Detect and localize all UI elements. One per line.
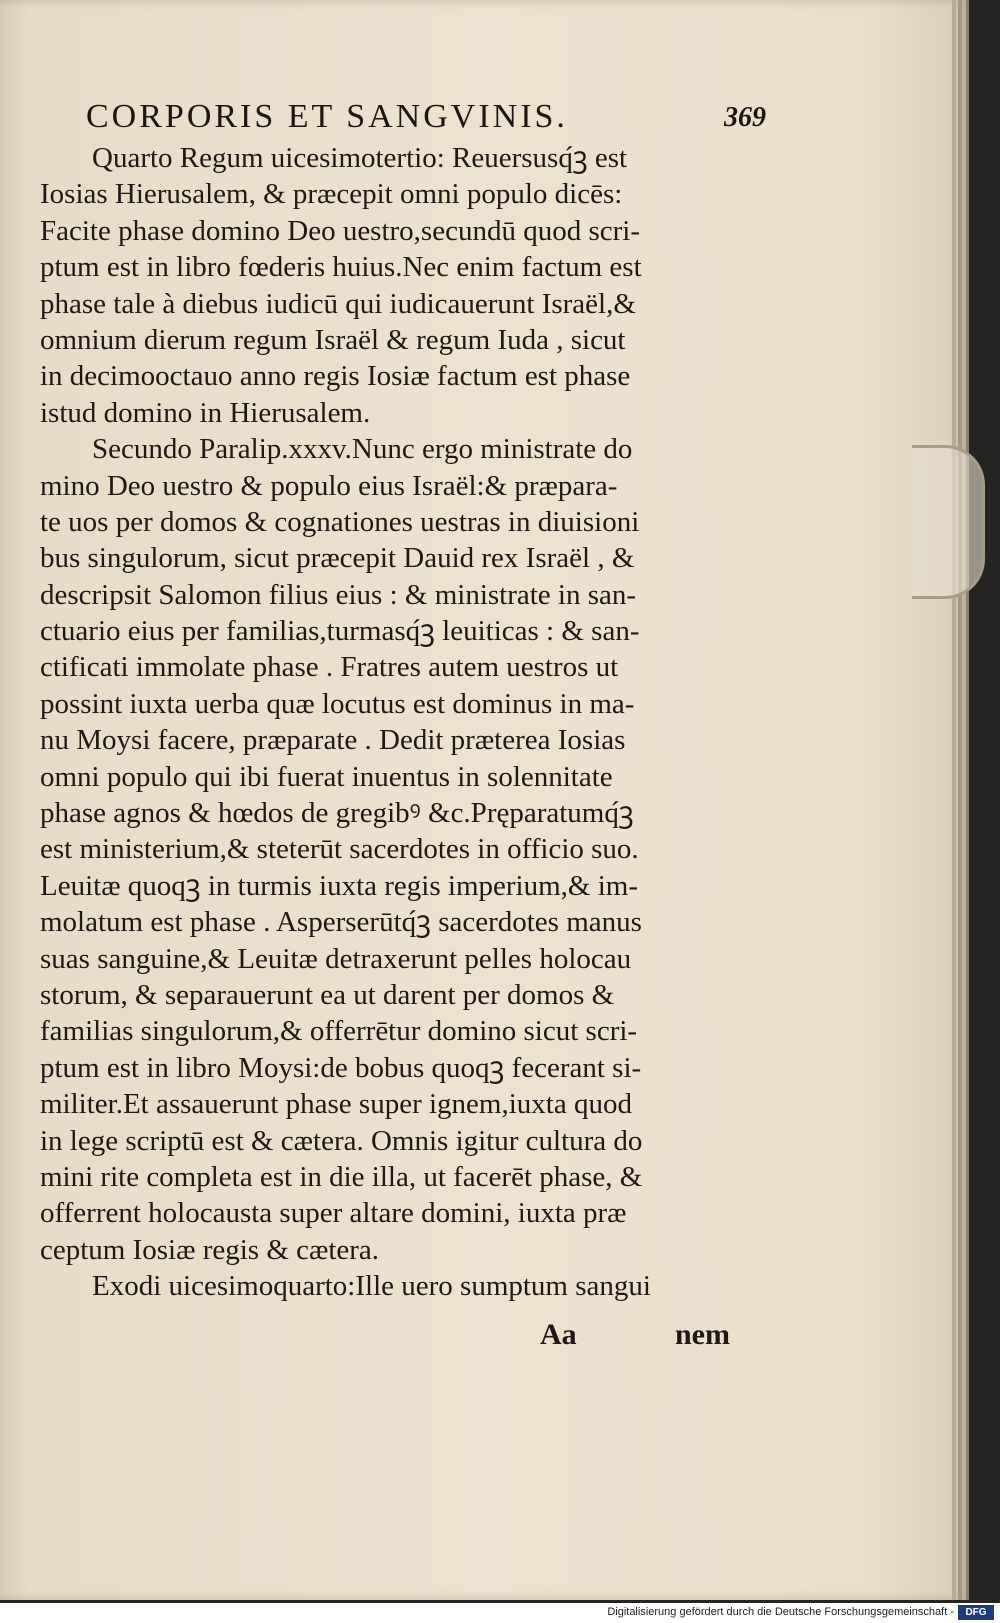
text-line: omni populo qui ibi fuerat inuentus in solennitate: [40, 760, 613, 793]
text-line: possint iuxta uerba quæ locutus est dominus in ma-: [40, 687, 635, 720]
text-line: nu Moysi facere, præparate . Dedit præterea Iosias: [40, 724, 626, 757]
text-line: militer.Et assauerunt phase super ignem,iuxta quod: [40, 1088, 632, 1121]
catchword-line: [540, 1318, 770, 1358]
running-head: [86, 98, 766, 138]
page-number: 369: [724, 102, 766, 133]
text-line: Facite phase domino Deo uestro,secundū quod scri-: [40, 214, 640, 247]
text-line: mini rite completa est in die illa, ut facerēt phase, &: [40, 1160, 643, 1193]
page-edge: [958, 0, 962, 1600]
text-line: ctuario eius per familias,turmasq́ꝫ leuiticas : & san-: [40, 615, 640, 648]
text-line: istud domino in Hierusalem.: [40, 396, 371, 429]
signature-mark: Aa: [540, 1318, 577, 1351]
text-line: Secundo Paralip.xxxv.Nunc ergo ministrate do: [92, 433, 633, 466]
text-line: Iosias Hierusalem, & præcepit omni populo dicēs:: [40, 178, 623, 211]
text-line: bus singulorum, sicut præcepit Dauid rex Israël , &: [40, 542, 635, 575]
text-line: storum, & separauerunt ea ut darent per domos &: [40, 978, 615, 1011]
text-line: ptum est in libro fœderis huius.Nec enim factum est: [40, 251, 642, 284]
text-line: suas sanguine,& Leuitæ detraxerunt pelles holocau: [40, 942, 632, 975]
text-line: in lege scriptū est & cætera. Omnis igitur cultura do: [40, 1124, 643, 1157]
footer-strip: [0, 1603, 1000, 1623]
text-line: Exodi uicesimoquarto:Ille uero sumptum sangui: [92, 1270, 651, 1303]
text-line: phase agnos & hœdos de gregibꝰ &c.Pręparatumq́ꝫ: [40, 797, 634, 830]
running-head-title: CORPORIS ET SANGVINIS.: [86, 98, 568, 135]
text-line: familias singulorum,& offerrētur domino sicut scri-: [40, 1015, 638, 1048]
page-edge: [952, 0, 956, 1600]
catchword: nem: [675, 1318, 730, 1351]
text-line: molatum est phase . Asperserūtq́ꝫ sacerdotes manus: [40, 906, 642, 939]
text-line: Leuitæ quoqꝫ in turmis iuxta regis imperium,& im-: [40, 869, 638, 902]
text-line: in decimooctauo anno regis Iosiæ factum est phase: [40, 360, 631, 393]
text-line: offerrent holocausta super altare domini, iuxta præ: [40, 1197, 627, 1230]
dfg-logo: DFG: [958, 1605, 994, 1620]
footer-credit: Digitalisierung gefördert durch die Deutsche Forschungsgemeinschaft -: [607, 1606, 954, 1618]
text-line: ptum est in libro Moysi:de bobus quoqꝫ fecerant si-: [40, 1051, 642, 1084]
text-line: ctificati immolate phase . Fratres autem uestros ut: [40, 651, 619, 684]
text-line: ceptum Iosiæ regis & cætera.: [40, 1233, 380, 1266]
text-line: omnium dierum regum Israël & regum Iuda , sicut: [40, 323, 626, 356]
text-line: phase tale à diebus iudicū qui iudicauerunt Israël,&: [40, 287, 636, 320]
text-line: Quarto Regum uicesimotertio: Reuersusq́ꝫ est: [92, 142, 628, 174]
text-line: te uos per domos & cognationes uestras in diuisioni: [40, 505, 640, 538]
text-line: descripsit Salomon filius eius : & ministrate in san-: [40, 578, 637, 611]
body-text: [40, 140, 770, 1305]
page-tab-mark: [912, 445, 985, 599]
text-line: est ministerium,& steterūt sacerdotes in officio suo.: [40, 833, 639, 866]
text-line: mino Deo uestro & populo eius Israël:& præpara-: [40, 469, 618, 502]
